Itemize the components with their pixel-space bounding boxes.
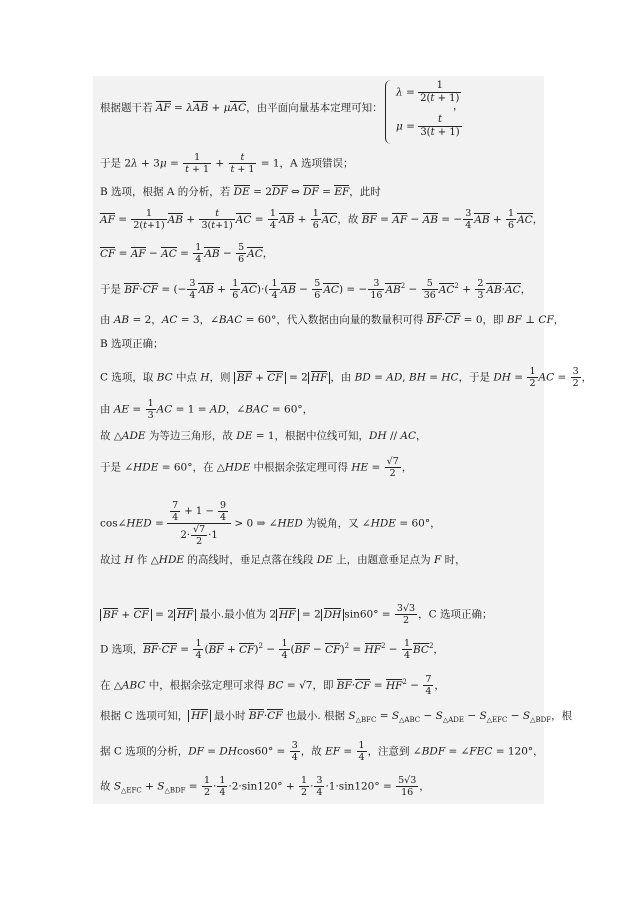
solution-line: B 选项正确； — [100, 338, 164, 350]
lambda-equation: λ = $\frac{1}{2(t + 1)}$ — [396, 80, 460, 104]
solution-line: 故过 H 作 △HDE 的高线时，垂足点落在线段 DE 上，由题意垂足点为 F 时， — [100, 554, 466, 566]
solution-line: 故 $S_{\triangle EFC} + S_{\triangle BDF}$ = $\frac{1}{2}$ · $\frac{1}{4}$ ·2·sin120° + $\frac{1}{2}$ · $\frac{3}{4}$ ·1·sin120° = $\frac{5√3}{16}$ ， — [100, 775, 430, 798]
solution-line: 于是 ∠HDE = 60°，在 △HDE 中根据余弦定理可得 HE = $\frac{√7}{2}$ ， — [100, 456, 413, 479]
solution-line: 根据 C 选项可知， HF 最小时 BF·CF 也最小. 根据 $S_{\triangle BFC} = S_{\triangle ABC} - S_{\triangle ADE} - S_{\triangle EFC} - S_{\triangle BDF}$，根 — [100, 710, 573, 725]
equation-system-brace — [385, 80, 396, 144]
solution-line: cos∠HED = $\frac{7}{4}$ + 1 − $\frac{9}{4}$ 2· $\frac{√7}{2}$ ·1 > 0 ⇒ ∠HED 为锐角，又 ∠HDE = 60°， — [100, 500, 441, 547]
solution-line: 在 △ABC 中，根据余弦定理可求得 BC = √7，即 $BF\cdot CF = HF^2$ − $\frac{7}{4}$ ， — [100, 674, 445, 697]
solution-line: 由 AB = 2，AC = 3，∠BAC = 60°，代入数据由向量的数量积可得 BF·CF = 0，即 BF ⊥ CF， — [100, 314, 565, 326]
solution-line: 根据题干若 AF = λAB + μAC，由平面向量基本定理可知： — [100, 102, 383, 114]
comma: ， — [453, 100, 464, 112]
solution-line: 于是 2λ + 3μ = $\frac{1}{t + 1}$ + $\frac{t}{t + 1}$ = 1，A 选项错误； — [100, 152, 354, 175]
solution-line: 据 C 选项的分析，DF = DHcos60° = $\frac{3}{4}$ ，故 EF = $\frac{1}{4}$ ，注意到 ∠BDF = ∠FEC = 120°， — [100, 740, 544, 763]
mu-equation: μ = $\frac{t}{3(t + 1)}$ — [396, 114, 460, 138]
solution-line: D 选项，BF·CF = $\frac{1}{4}$ (BF + CF)$^2$ − $\frac{1}{4}$ $(BF - CF)^2 = HF^2$ − $\frac{1}{4}$ $BC^2$， — [100, 638, 444, 661]
solution-line: 于是 BF·CF = (− $\frac{3}{4}$ AB + $\frac{1}{6}$ AC)·( $\frac{1}{4}$ AB − $\frac{5}{6}$ AC) = − $\frac{3}{16}$ $AB^2$ − $\frac{5}{36}$ $AC^2$ + $\frac{2}{3}$ AB·AC， — [100, 278, 532, 301]
solution-line: B 选项，根据 A 的分析，若 DE = 2DF ⇔ DF = EF，此时 — [100, 186, 381, 198]
solution-line: 由 AE = $\frac{1}{3}$ AC = 1 = AD，∠BAC = 60°， — [100, 398, 314, 421]
solution-line: C 选项，取 BC 中点 H，则 BF + CF = 2 HF ，由 BD = AD, BH = HC，于是 DH = $\frac{1}{2}$ AC = $\frac{3}{2}$ ， — [100, 366, 593, 389]
solution-line: AF = $\frac{1}{2(t+1)}$ AB + $\frac{t}{3(t+1)}$ AC = $\frac{1}{4}$ AB + $\frac{1}{6}$ AC，故 BF = AF − AB = − $\frac{3}{4}$ AB + $\frac{1}{6}$ AC， — [100, 208, 544, 231]
solution-line: CF = AF − AC = $\frac{1}{4}$ AB − $\frac{5}{6}$ AC， — [100, 242, 274, 265]
solution-line: BF + CF = 2 HF 最小.最小值为 2 HF = 2 DH sin60° = $\frac{3√3}{2}$ ，C 选项正确； — [100, 603, 492, 626]
solution-line: 故 △ADE 为等边三角形，故 DE = 1，根据中位线可知，DH // AC， — [100, 430, 427, 442]
